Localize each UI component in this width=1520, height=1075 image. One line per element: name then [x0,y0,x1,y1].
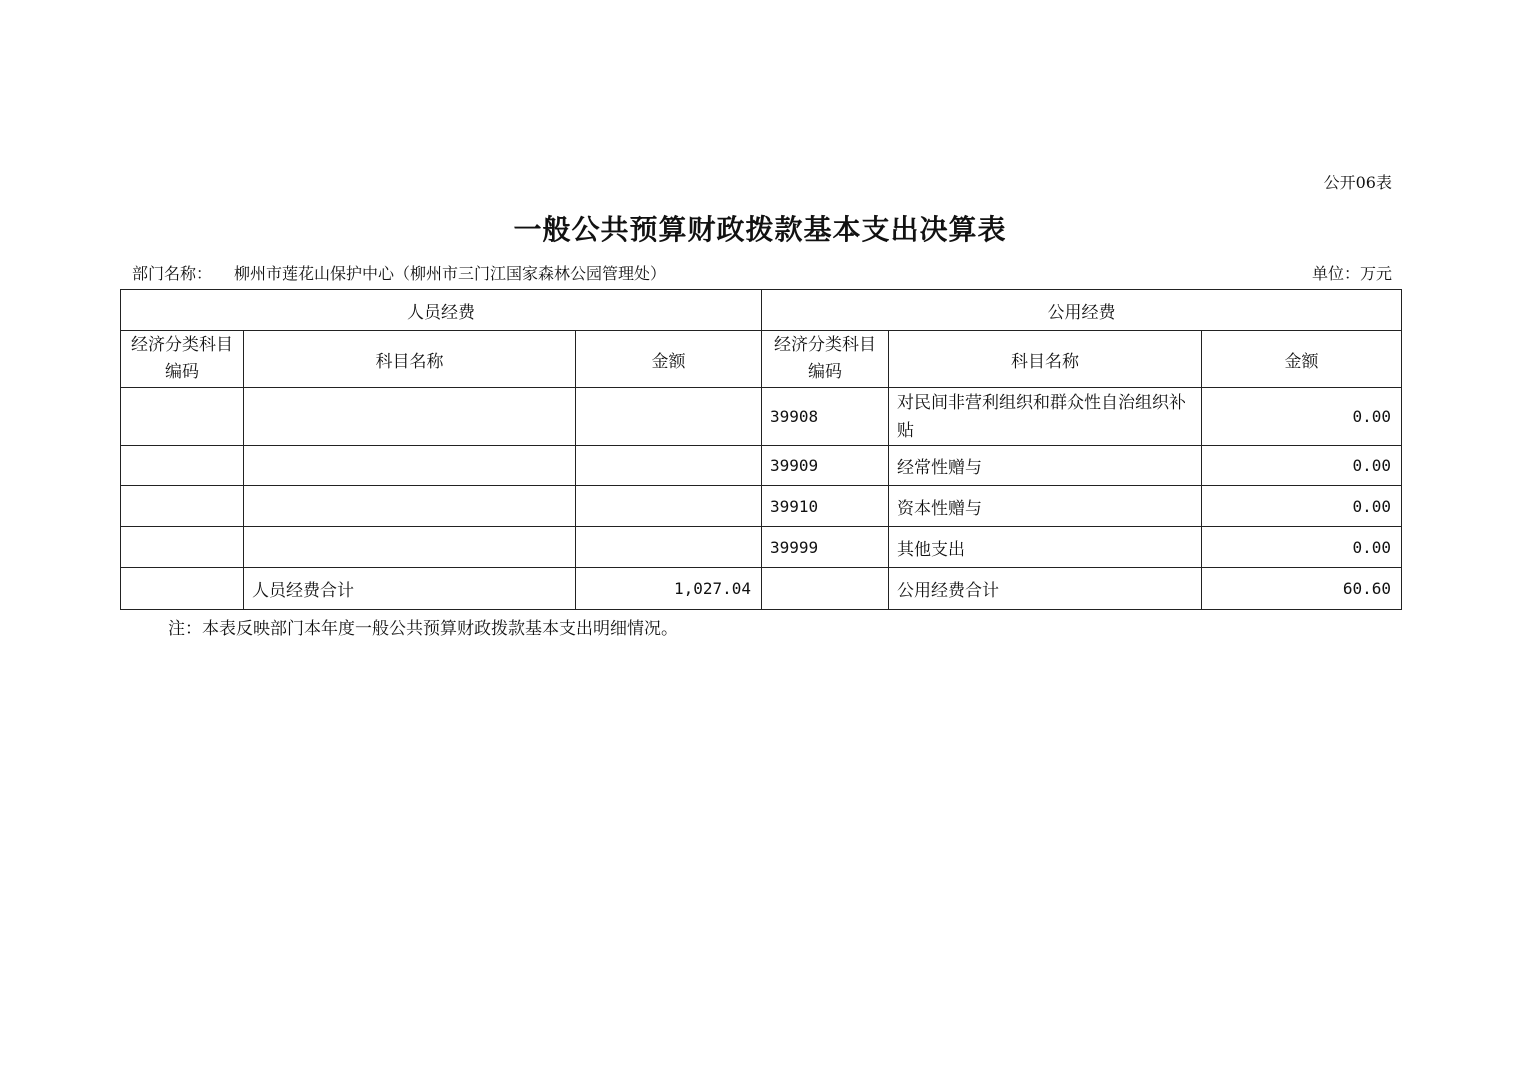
public-total-label: 公用经费合计 [889,568,1202,610]
personnel-code-cell [121,446,244,486]
form-number: 公开06表 [1323,173,1392,192]
public-total-code-cell [762,568,889,610]
public-amount-cell: 0.00 [1202,388,1402,446]
unit-label: 单位：万元 [1311,264,1392,283]
table-row [121,527,1402,568]
public-code-cell: 39909 [762,446,889,486]
personnel-code-cell [121,388,244,446]
department-name: 柳州市莲花山保护中心（柳州市三门江国家森林公园管理处） [234,264,667,283]
public-name-cell: 对民间非营利组织和群众性自治组织补贴 [889,388,1202,446]
col-header-name: 科目名称 [244,331,576,388]
group-header-row [121,290,1402,331]
personnel-name-cell [244,486,576,527]
column-header-row [121,331,1402,388]
page-title: 一般公共预算财政拨款基本支出决算表 [513,213,1007,246]
total-row [121,568,1402,610]
personnel-amount-cell [576,527,762,568]
table-row [121,486,1402,527]
table-row [121,388,1402,446]
personnel-code-cell [121,486,244,527]
public-name-cell: 经常性赠与 [889,446,1202,486]
col-header-code: 经济分类科目编码 [121,331,244,388]
personnel-amount-cell [576,486,762,527]
expenditure-table [120,289,1402,610]
group-public-header: 公用经费 [762,290,1402,331]
department-label: 部门名称： [132,264,213,283]
col-header-code: 经济分类科目编码 [762,331,889,388]
personnel-amount-cell [576,446,762,486]
col-header-name: 科目名称 [889,331,1202,388]
col-header-amount: 金额 [1202,331,1402,388]
public-code-cell: 39908 [762,388,889,446]
col-header-amount: 金额 [576,331,762,388]
personnel-amount-cell [576,388,762,446]
table-note: 注：本表反映部门本年度一般公共预算财政拨款基本支出明细情况。 [168,619,678,639]
personnel-name-cell [244,527,576,568]
personnel-total-code-cell [121,568,244,610]
personnel-code-cell [121,527,244,568]
public-name-cell: 资本性赠与 [889,486,1202,527]
public-code-cell: 39999 [762,527,889,568]
personnel-name-cell [244,446,576,486]
public-amount-cell: 0.00 [1202,486,1402,527]
public-code-cell: 39910 [762,486,889,527]
public-amount-cell: 0.00 [1202,446,1402,486]
group-personnel-header: 人员经费 [121,290,762,331]
personnel-name-cell [244,388,576,446]
personnel-total-label: 人员经费合计 [244,568,576,610]
public-total-amount: 60.60 [1202,568,1402,610]
public-amount-cell: 0.00 [1202,527,1402,568]
personnel-total-amount: 1,027.04 [576,568,762,610]
public-name-cell: 其他支出 [889,527,1202,568]
department-line [132,261,666,284]
table-row [121,446,1402,486]
